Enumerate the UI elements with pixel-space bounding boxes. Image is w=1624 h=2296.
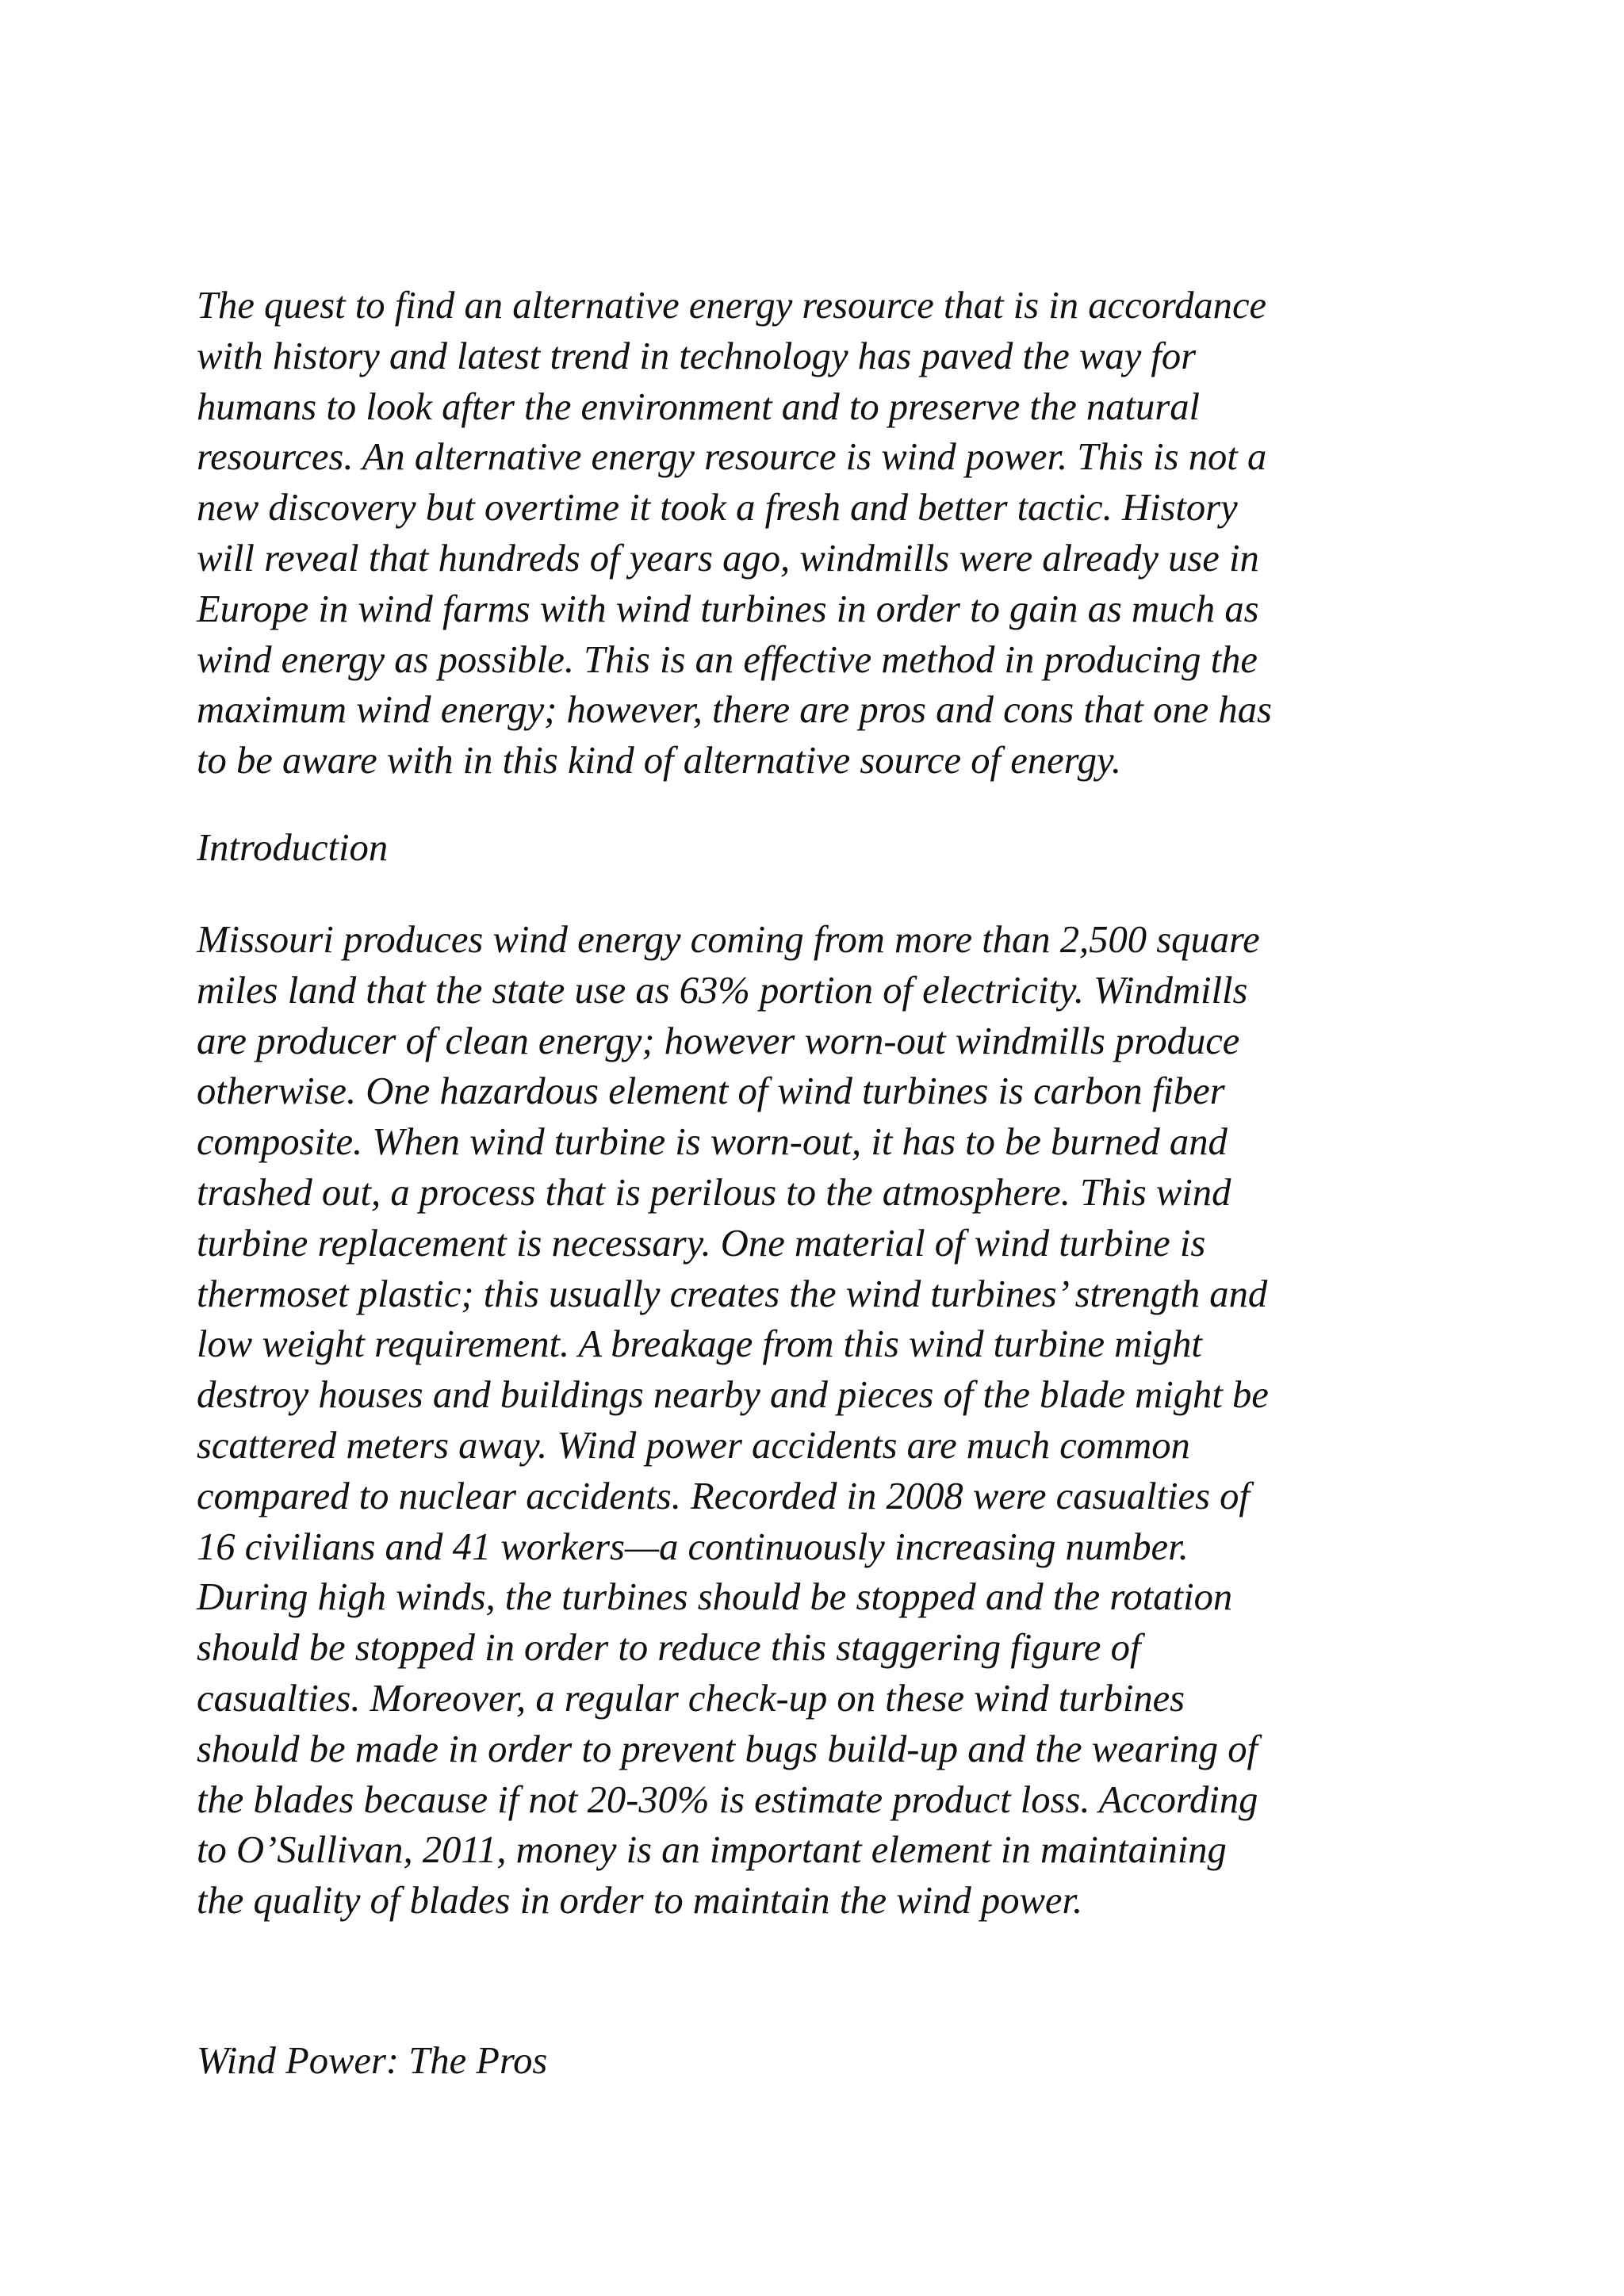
abstract-paragraph xyxy=(197,281,1450,786)
text-line: are producer of clean energy; however worn-out windmills produce xyxy=(197,1019,1240,1062)
text-line: 16 civilians and 41 workers—a continuously increasing number. xyxy=(197,1525,1189,1568)
text-line: The quest to find an alternative energy resource that is in accordance xyxy=(197,284,1267,327)
text-line: maximum wind energy; however, there are pros and cons that one has xyxy=(197,688,1272,732)
text-line: compared to nuclear accidents. Recorded in 2008 were casualties of xyxy=(197,1474,1250,1517)
text-line: otherwise. One hazardous element of wind turbines is carbon fiber xyxy=(197,1070,1225,1113)
text-line: should be stopped in order to reduce this staggering figure of xyxy=(197,1626,1141,1670)
text-line: destroy houses and buildings nearby and pieces of the blade might be xyxy=(197,1373,1269,1417)
text-line: resources. An alternative energy resource is wind power. This is not a xyxy=(197,435,1267,479)
text-line: to O’Sullivan, 2011, money is an important element in maintaining xyxy=(197,1828,1227,1872)
introduction-heading xyxy=(197,823,388,874)
text-line: casualties. Moreover, a regular check-up on these wind turbines xyxy=(197,1676,1185,1720)
text-line: with history and latest trend in technology has paved the way for xyxy=(197,334,1197,377)
text-line: turbine replacement is necessary. One material of wind turbine is xyxy=(197,1221,1206,1265)
text-line: new discovery but overtime it took a fresh and better tactic. History xyxy=(197,486,1238,530)
heading-text: Wind Power: The Pros xyxy=(197,2039,548,2082)
introduction-paragraph xyxy=(197,915,1269,1927)
text-line: trashed out, a process that is perilous to the atmosphere. This wind xyxy=(197,1170,1231,1214)
text-line: humans to look after the environment and to preserve the natural xyxy=(197,385,1201,428)
text-line: wind energy as possible. This is an effective method in producing the xyxy=(197,637,1258,681)
text-line: miles land that the state use as 63% portion of electricity. Windmills xyxy=(197,968,1248,1012)
text-line: Missouri produces wind energy coming from more than 2,500 square xyxy=(197,918,1260,961)
text-line: thermoset plastic; this usually creates the wind turbines’ strength and xyxy=(197,1272,1268,1315)
text-line: During high winds, the turbines should be stopped and the rotation xyxy=(197,1575,1233,1619)
text-line: composite. When wind turbine is worn-out, it has to be burned and xyxy=(197,1120,1228,1164)
text-line: will reveal that hundreds of years ago, windmills were already use in xyxy=(197,536,1259,580)
pros-heading xyxy=(197,2036,547,2087)
text-line: the blades because if not 20-30% is estimate product loss. According xyxy=(197,1777,1258,1821)
document-body xyxy=(197,281,1450,2082)
heading-text: Introduction xyxy=(197,826,389,869)
text-line: to be aware with in this kind of alternative source of energy. xyxy=(197,739,1122,783)
text-line: Europe in wind farms with wind turbines in order to gain as much as xyxy=(197,587,1259,630)
text-line: the quality of blades in order to maintain the wind power. xyxy=(197,1879,1083,1923)
text-line: low weight requirement. A breakage from this wind turbine might xyxy=(197,1322,1202,1366)
text-line: should be made in order to prevent bugs build-up and the wearing of xyxy=(197,1727,1258,1770)
text-line: scattered meters away. Wind power accidents are much common xyxy=(197,1423,1190,1467)
